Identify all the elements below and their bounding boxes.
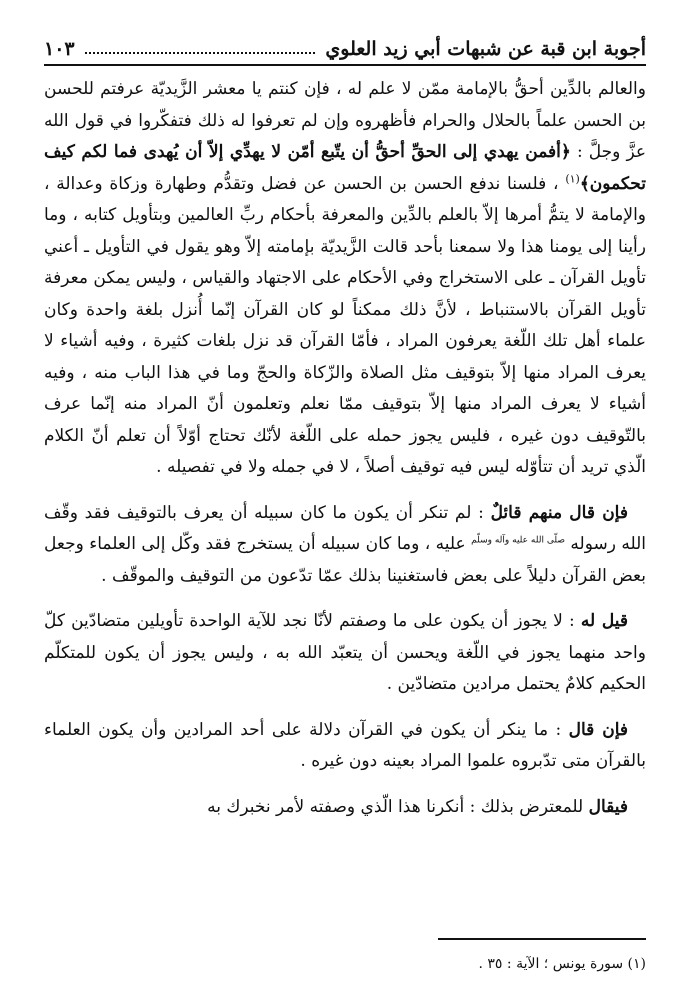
book-title: أجوبة ابن قبة عن شبهات أبي زيد العلوي [325, 38, 646, 60]
running-header [44, 30, 646, 60]
text-run: : لم تنكر أن يكون ما كان سبيله أن يعرف بالتوقيف فقد وقّف الله رسوله [44, 502, 647, 554]
paragraph [44, 498, 646, 593]
paragraph [44, 606, 646, 701]
quran-verse: ﴿أفمن يهدي إلى الحقِّ أحقُّ أن يتّبع أمّن لا يهدِّي إلاّ أن يُهدى فما لكم كيف تحكمون﴾ [44, 142, 646, 194]
page-number: ١٠٣ [44, 38, 75, 60]
speaker-lead: قيل له [580, 611, 628, 631]
speaker-lead: فإن قال [568, 719, 628, 740]
text-run: للمعترض بذلك : أنكرنا هذا الّذي وصفته لأمر نخبرك به [207, 796, 589, 817]
paragraph [44, 792, 646, 824]
footnote-marker: (١) [565, 171, 580, 185]
paragraph [44, 715, 646, 778]
text-run: عليه ، وما كان سبيله أن يستخرج فقد وكّل إلى العلماء وجعل بعض القرآن دليلاً على بعض فاستغنينا بذلك عمّا تدّعون من التوقيف والموقّف . [44, 534, 646, 586]
text-run: والعالم بالدِّين أحقُّ بالإمامة ممّن لا علم له ، فإن كنتم يا معشر الزَّيديّة عرفتم للحسن بن الحسن علماً بالحلال والحرام فأظهروه وإن لم تعرفوا له ذلك فتفكّروا في قول الله عزَّ وجلَّ : [44, 79, 646, 162]
document-page [44, 30, 646, 990]
speaker-lead: فإن قال منهم قائلٌ [490, 502, 628, 523]
paragraph [44, 74, 646, 484]
header-rule [44, 64, 646, 66]
main-text [44, 74, 646, 823]
speaker-lead: فيقال [588, 796, 628, 817]
footnote-separator [438, 938, 646, 940]
text-run: ، فلسنا ندفع الحسن بن الحسن عن فضل وتقدُّم وطهارة وزكاة وعدالة ، والإمامة لا يتمُّ أمرها إلاّ بالعلم بالدِّين والمعرفة بأحكام ربِّ العالمين وبتأويل كتابه ، وما رأينا إلى يومنا هذا ولا سمعنا بأحد قالت الزَّيديّة بإمامته إلاّ وهو يقول في التأويل ـ أعني تأويل القرآن ـ على الاستخراج وفي الأحكام على الاجتهاد والقياس ، وليس يمكن معرفة تأويل القرآن بالاستنباط ، لأنَّ ذلك ممكناً لو كان القرآن إنّما أُنزل بلغة واحدة وكان علماء أهل تلك اللّغة يعرفون المراد ، فأمّا القرآن قد نزل بلغات كثيرة ، وفيه أشياء لا يعرف المراد منها إلاّ بتوقيف مثل الصلاة والزّكاة والحجّ وما في هذا الباب منه ، وفيه أشياء لا يعرف المراد منها إلاّ بتوقيف ممّا نعلم وتعلمون أنّ المراد منه إنّما عرف بالتّوقيف دون غيره ، فليس يجوز حمله على اللّغة لأنّك تحتاج أوّلاً أن تعلم أنّ الكلام الّذي تريد أن تتأوّله ليس فيه توقيف أصلاً ، لا في جمله ولا في تفصيله . [44, 173, 646, 477]
header-leader-dots [85, 52, 316, 54]
salawat-glyph: صلّى الله عليه وآله وسلّم [471, 535, 565, 546]
footnote: (١) سورة يونس ؛ الآية : ٣٥ . [478, 956, 646, 972]
text-run: : ما ينكر أن يكون في القرآن دلالة على أحد المرادين وأن يكون العلماء بالقرآن متى تدّبروه علموا المراد بعينه دون غيره . [44, 719, 646, 771]
text-run: : لا يجوز أن يكون على ما وصفتم لأنّا نجد للآية الواحدة تأويلين متضادّين كلّ واحد منهما يجوز في اللّغة ويحسن أن يتعبّد الله به ، وليس يجوز أن يكون للمتكلّم الحكيم كلامٌ يحتمل مرادين متضادّين . [44, 611, 646, 694]
